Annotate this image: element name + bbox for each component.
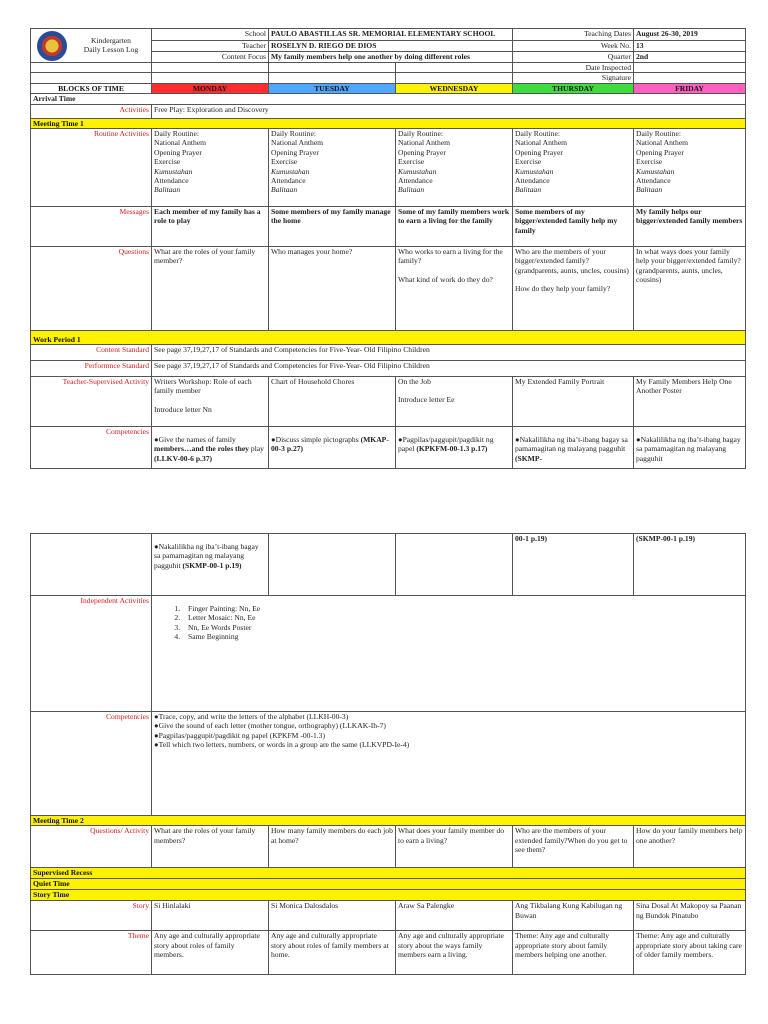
day-thursday: THURSDAY bbox=[513, 83, 634, 93]
question-monday: What are the roles of your family member? bbox=[152, 247, 269, 331]
question-wednesday: Who works to earn a living for the family? What kind of work do they do? bbox=[396, 247, 513, 331]
section-meeting-time-1: Meeting Time 1 bbox=[31, 118, 746, 128]
theme-friday: Theme: Any age and culturally appropriate story about taking care of older family members. bbox=[634, 931, 746, 975]
list-item: 3. Nn, Ee Words Poster bbox=[182, 623, 743, 632]
competency-continued-thursday: 00-1 p.19) bbox=[513, 534, 634, 596]
theme-label: Theme bbox=[31, 931, 152, 975]
list-item: ●Give the sound of each letter (mother tongue, orthography) (LLKAK-Ih-7) bbox=[154, 721, 386, 731]
competency-monday: ●Give the names of family members…and the roles they play (LLKV-00-6 p.37) bbox=[152, 427, 269, 469]
school-label: School bbox=[152, 29, 269, 41]
story-monday: Si Hinlalaki bbox=[152, 901, 269, 931]
independent-activities bbox=[152, 596, 746, 712]
lesson-log-page-2 bbox=[30, 533, 745, 975]
list-item: ●Tell which two letters, numbers, or words in a group are the same (LLKVPD-Ie-4) bbox=[154, 740, 410, 750]
tsa-thursday: My Extended Family Portrait bbox=[513, 377, 634, 427]
signature-value bbox=[634, 73, 746, 83]
content-standard-label: Content Standard bbox=[31, 345, 152, 361]
signature-label: Signature bbox=[513, 73, 634, 83]
qa-monday: What are the roles of your family members? bbox=[152, 826, 269, 868]
independent-activities-label: Independent Activities bbox=[31, 596, 152, 712]
competencies-label-2: Competencies bbox=[31, 712, 152, 816]
story-wednesday: Araw Sa Palengke bbox=[396, 901, 513, 931]
content-standard: See page 37,19,27,17 of Standards and Competencies for Five-Year- Old Filipino Children bbox=[152, 345, 746, 361]
log-title: Daily Lesson Log bbox=[83, 45, 139, 54]
message-friday: My family helps our bigger/extended family members bbox=[634, 207, 746, 247]
activities-label: Activities bbox=[31, 104, 152, 118]
routine-friday: Daily Routine: National Anthem Opening Prayer Exercise Kumustahan Attendance Balitaan bbox=[634, 129, 746, 207]
content-focus-label: Content Focus bbox=[152, 52, 269, 63]
routine-thursday: Daily Routine: National Anthem Opening Prayer Exercise Kumustahan Attendance Balitaan bbox=[513, 129, 634, 207]
messages-label: Messages bbox=[31, 207, 152, 247]
quarter-label: Quarter bbox=[513, 52, 634, 63]
teacher-name: ROSELYN D. RIEGO DE DIOS bbox=[269, 41, 513, 52]
school-level: Kindergarten bbox=[91, 35, 131, 45]
story-friday: Sina Dosal At Makopoy sa Paanan ng Bundok Pinatubo bbox=[634, 901, 746, 931]
day-friday: FRIDAY bbox=[634, 83, 746, 93]
teacher-supervised-label: Teacher-Supervised Activity bbox=[31, 377, 152, 427]
blocks-of-time-header: BLOCKS OF TIME bbox=[31, 83, 152, 93]
lesson-log-table-2 bbox=[30, 533, 746, 975]
message-tuesday: Some members of my family manage the home bbox=[269, 207, 396, 247]
performance-standard: See page 37,19,27,17 of Standards and Competencies for Five-Year- Old Filipino Children bbox=[152, 361, 746, 377]
teacher-label: Teacher bbox=[152, 41, 269, 52]
list-item: 4. Same Beginning bbox=[182, 632, 743, 641]
tsa-tuesday: Chart of Household Chores bbox=[269, 377, 396, 427]
competency-tuesday: ●Discuss simple pictographs (MKAP-00-3 p.27) bbox=[269, 427, 396, 469]
date-inspected-label: Date Inspected bbox=[513, 63, 634, 73]
competency-continued-monday: ●Nakalilikha ng iba’t-ibang bagay sa pamamagitan ng malayang pagguhit (SKMP-00-1 p.19) bbox=[152, 534, 269, 596]
week-label: Week No. bbox=[513, 41, 634, 52]
list-item: ●Trace, copy, and write the letters of the alphabet (LLKH-00-3) bbox=[154, 712, 349, 721]
section-supervised-recess: Supervised Recess bbox=[31, 868, 746, 879]
header-logo-cell bbox=[31, 29, 152, 63]
routine-monday: Daily Routine: National Anthem Opening Prayer Exercise Kumustahan Attendance Balitaan bbox=[152, 129, 269, 207]
day-tuesday: TUESDAY bbox=[269, 83, 396, 93]
competency-continued-friday: (SKMP-00-1 p.19) bbox=[634, 534, 746, 596]
tsa-friday: My Family Members Help One Another Poster bbox=[634, 377, 746, 427]
section-work-period-1: Work Period 1 bbox=[31, 331, 746, 345]
questions-label: Questions bbox=[31, 247, 152, 331]
list-item: 1. Finger Painting: Nn, Ee bbox=[182, 604, 743, 613]
question-tuesday: Who manages your home? bbox=[269, 247, 396, 331]
question-friday: In what ways does your family help your bigger/extended family? (grandparents, aunts, uncles, cousins) bbox=[634, 247, 746, 331]
story-thursday: Ang Tikbalang Kung Kabilugan ng Buwan bbox=[513, 901, 634, 931]
school-name: PAULO ABASTILLAS SR. MEMORIAL ELEMENTARY SCHOOL bbox=[269, 29, 513, 41]
section-arrival-time: Arrival Time bbox=[31, 94, 746, 104]
message-thursday: Some members of my bigger/extended family help my family bbox=[513, 207, 634, 247]
theme-monday: Any age and culturally appropriate story about roles of family members. bbox=[152, 931, 269, 975]
competency-wednesday: ●Pagpilas/paggupit/pagdikit ng papel (KPKFM-00-1.3 p.17) bbox=[396, 427, 513, 469]
question-thursday: Who are the members of your bigger/extended family? (grandparents, aunts, uncles, cousins) How do they help your family? bbox=[513, 247, 634, 331]
theme-thursday: Theme: Any age and culturally appropriate story about family members helping one another. bbox=[513, 931, 634, 975]
section-quiet-time: Quiet Time bbox=[31, 879, 746, 890]
performance-standard-label: Performnce Standard bbox=[31, 361, 152, 377]
routine-activities-label: Routine Activities bbox=[31, 129, 152, 207]
teaching-dates: August 26-30, 2019 bbox=[634, 29, 746, 41]
week-number: 13 bbox=[634, 41, 746, 52]
date-inspected-value bbox=[634, 63, 746, 73]
competency-thursday: ●Nakalilikha ng iba’t-ibang bagay sa pamamagitan ng malayang pagguhit (SKMP- bbox=[513, 427, 634, 469]
arrival-activities: Free Play: Exploration and Discovery bbox=[152, 104, 746, 118]
message-monday: Each member of my family has a role to play bbox=[152, 207, 269, 247]
story-label: Story bbox=[31, 901, 152, 931]
section-meeting-time-2: Meeting Time 2 bbox=[31, 816, 746, 826]
questions-activity-label: Questions/ Activity bbox=[31, 826, 152, 868]
tsa-wednesday: On the Job Introduce letter Ee bbox=[396, 377, 513, 427]
routine-wednesday: Daily Routine: National Anthem Opening Prayer Exercise Kumustahan Attendance Balitaan bbox=[396, 129, 513, 207]
teaching-dates-label: Teaching Dates bbox=[513, 29, 634, 41]
tsa-monday: Writers Workshop: Role of each family member Introduce letter Nn bbox=[152, 377, 269, 427]
section-story-time: Story Time bbox=[31, 890, 746, 901]
qa-thursday: Who are the members of your extended family?When do you get to see them? bbox=[513, 826, 634, 868]
competency-friday: ●Nakalilikha ng iba’t-ibang bagay sa pamamagitan ng malayang pagguhit bbox=[634, 427, 746, 469]
message-wednesday: Some of my family members work to earn a living for the family bbox=[396, 207, 513, 247]
theme-tuesday: Any age and culturally appropriate story about roles of family members at home. bbox=[269, 931, 396, 975]
routine-tuesday: Daily Routine: National Anthem Opening Prayer Exercise Kumustahan Attendance Balitaan bbox=[269, 129, 396, 207]
lesson-log-page-1 bbox=[30, 28, 745, 469]
competencies-label: Competencies bbox=[31, 427, 152, 469]
lesson-log-table-1 bbox=[30, 28, 746, 469]
day-monday: MONDAY bbox=[152, 83, 269, 93]
qa-tuesday: How many family members do each job at home? bbox=[269, 826, 396, 868]
theme-wednesday: Any age and culturally appropriate story about the ways family members earn a living. bbox=[396, 931, 513, 975]
independent-competencies bbox=[152, 712, 746, 816]
independent-activities-list bbox=[154, 604, 743, 642]
qa-wednesday: What does your family member do to earn a living? bbox=[396, 826, 513, 868]
quarter: 2nd bbox=[634, 52, 746, 63]
deped-seal-icon bbox=[37, 31, 67, 61]
list-item: ●Pagpilas/paggupit/pagdikit ng papel (KPKFM -00-1.3) bbox=[154, 730, 326, 740]
story-tuesday: Si Monica Dalosdalos bbox=[269, 901, 396, 931]
qa-friday: How do your family members help one another? bbox=[634, 826, 746, 868]
list-item: 2. Letter Mosaic: Nn, Ee bbox=[182, 613, 743, 622]
day-wednesday: WEDNESDAY bbox=[396, 83, 513, 93]
content-focus: My family members help one another by doing different roles bbox=[269, 52, 513, 63]
